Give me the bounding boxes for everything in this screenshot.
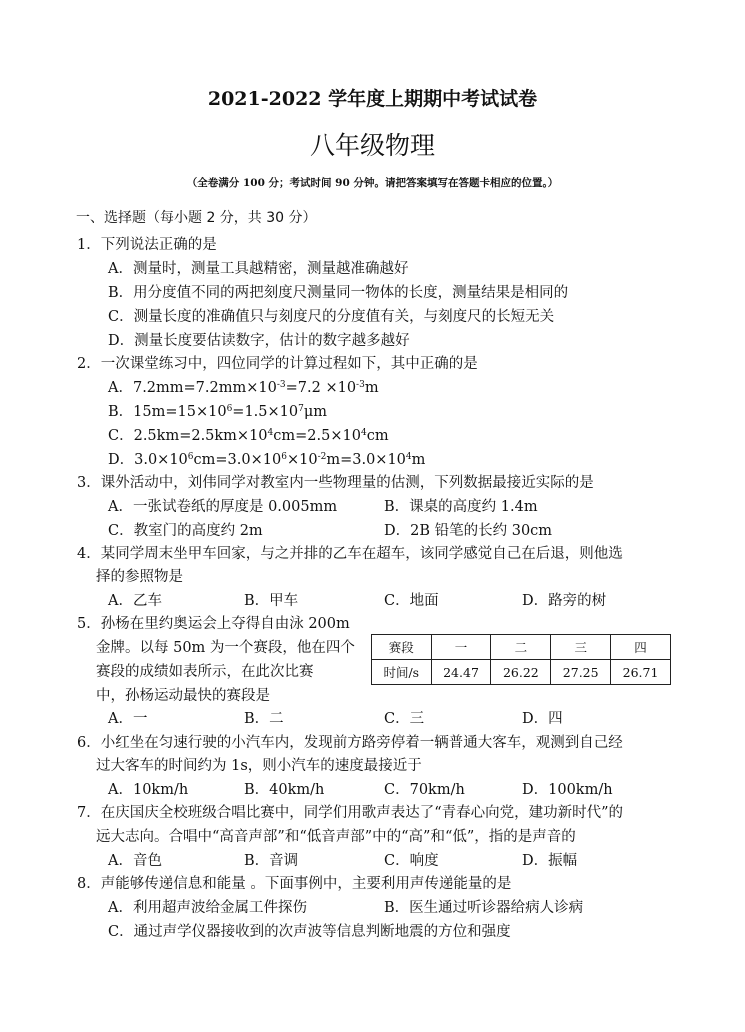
question-7-option-b: B．音调: [244, 853, 299, 869]
question-5-option-a: A．一: [108, 711, 148, 727]
subject-title: 八年级物理: [309, 131, 435, 160]
table-cell: 四: [611, 635, 671, 660]
question-6-stem: 6．小红坐在匀速行驶的小汽车内，发现前方路旁停着一辆普通大客车，观测到自己经: [77, 735, 623, 751]
question-1-stem: 1．下列说法正确的是: [77, 237, 217, 253]
question-1-option-d: D．测量长度要估读数字，估计的数字越多越好: [108, 333, 410, 349]
question-4-option-c: C．地面: [384, 593, 439, 609]
question-5-stem: 5．孙杨在里约奥运会上夺得自由泳 200m: [77, 616, 350, 632]
exam-note: （全卷满分 100 分；考试时间 90 分钟。请把答案填写在答题卡相应的位置。）: [186, 177, 559, 189]
question-6-stem-cont: 过大客车的时间约为 1s，则小汽车的速度最接近于: [96, 758, 422, 774]
table-cell: 赛段: [372, 635, 432, 660]
question-6-option-c: C．70km/h: [384, 782, 465, 798]
table-cell: 24.47: [431, 660, 491, 685]
question-4-stem-cont: 择的参照物是: [96, 569, 183, 585]
question-7-stem: 7．在庆国庆全校班级合唱比赛中，同学们用歌声表达了“青春心向党，建功新时代”的: [77, 805, 624, 821]
question-5-line-2: 赛段的成绩如表所示，在此次比赛: [96, 664, 314, 680]
question-3-option-a: A．一张试卷纸的厚度是 0.005mm: [108, 499, 338, 515]
question-2-option-a: A．$7.2mm=7.2mm\times 10^{-3}=7.2 \times 10^{-3}m$: [108, 380, 379, 396]
question-8-option-a: A．利用超声波给金属工件探伤: [108, 900, 307, 916]
question-1-option-c: C．测量长度的准确值只与刻度尺的分度值有关，与刻度尺的长短无关: [108, 309, 555, 325]
question-6-option-a: A．10km/h: [108, 782, 189, 798]
question-3-stem: 3．课外活动中，刘伟同学对教室内一些物理量的估测，下列数据最接近实际的是: [77, 475, 594, 491]
question-7-option-d: D．振幅: [522, 853, 578, 869]
question-8-option-b: B．医生通过听诊器给病人诊病: [384, 900, 584, 916]
question-5-line-3: 中，孙杨运动最快的赛段是: [96, 688, 270, 704]
question-7-option-c: C．响度: [384, 853, 439, 869]
question-3-option-b: B．课桌的高度约 1.4m: [384, 499, 538, 515]
table-cell: 26.71: [611, 660, 671, 685]
question-7-stem-cont: 远大志向。合唱中“高音声部”和“低音声部”中的“高”和“低”，指的是声音的: [96, 829, 576, 845]
question-1-option-b: B．用分度值不同的两把刻度尺测量同一物体的长度，测量结果是相同的: [108, 285, 569, 301]
table-header-row: [372, 635, 671, 660]
table-cell: 三: [551, 635, 611, 660]
question-5-option-d: D．四: [522, 711, 563, 727]
table-row: [372, 660, 671, 685]
question-5-option-c: C．三: [384, 711, 425, 727]
section-heading: 一、选择题（每小题 2 分，共 30 分）: [76, 210, 317, 226]
table-cell: 二: [491, 635, 551, 660]
question-4-option-a: A．乙车: [108, 593, 162, 609]
question-1-option-a: A．测量时，测量工具越精密，测量越准确越好: [108, 261, 409, 277]
question-6-option-d: D．100km/h: [522, 782, 613, 798]
question-3-option-d: D．2B 铅笔的长约 30cm: [384, 523, 553, 539]
question-4-stem: 4．某同学周末坐甲车回家，与之并排的乙车在超车，该同学感觉自己在后退，则他选: [77, 546, 623, 562]
question-5-option-b: B．二: [244, 711, 284, 727]
question-5-line-1: 金牌。以每 50m 为一个赛段，他在四个: [96, 640, 355, 656]
question-8-stem: 8．声能够传递信息和能量 。下面事例中，主要利用声传递能量的是: [77, 876, 512, 892]
race-segment-table: [371, 634, 671, 685]
table-cell: 27.25: [551, 660, 611, 685]
exam-title: 2021-2022 学年度上期期中考试试卷: [207, 88, 538, 110]
question-2-stem: 2．一次课堂练习中，四位同学的计算过程如下，其中正确的是: [77, 356, 478, 372]
table-cell: 一: [431, 635, 491, 660]
question-8-option-c: C．通过声学仪器接收到的次声波等信息判断地震的方位和强度: [108, 924, 511, 940]
question-6-option-b: B．40km/h: [244, 782, 325, 798]
table-cell: 时间/s: [372, 660, 432, 685]
question-4-option-b: B．甲车: [244, 593, 299, 609]
question-3-option-c: C．教室门的高度约 2m: [108, 523, 263, 539]
question-2-option-d: D．$3.0\times 10^6cm=3.0\times 10^6\times 10^{-2}m=3.0\times 10^4m$: [108, 452, 426, 468]
question-2-option-b: B．$15m=15\times 10^6=1.5\times 10^7\mu m$: [108, 404, 328, 420]
question-4-option-d: D．路旁的树: [522, 593, 607, 609]
table-cell: 26.22: [491, 660, 551, 685]
question-2-option-c: C．$2.5km=2.5km\times 10^4cm=2.5\times 10^4cm$: [108, 428, 389, 444]
question-7-option-a: A．音色: [108, 853, 162, 869]
